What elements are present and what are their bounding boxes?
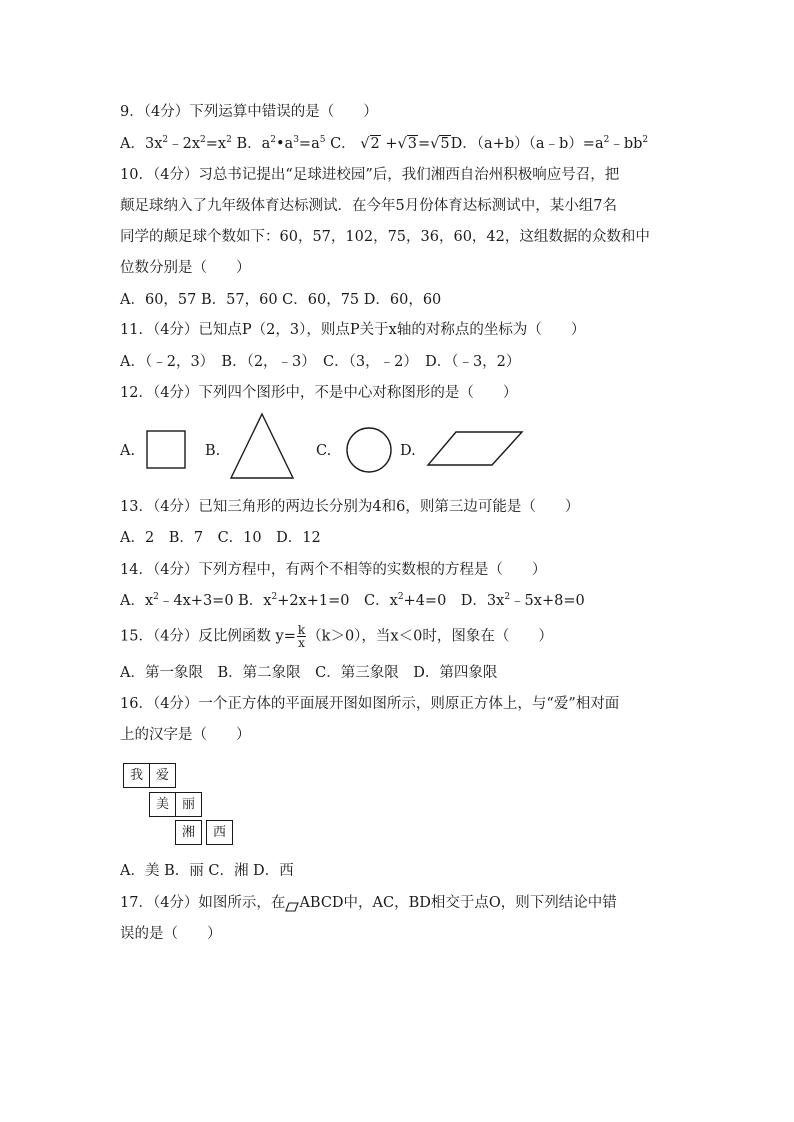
q17-line2: 误的是（ ）	[120, 926, 222, 942]
cube-cell-xi: 西	[206, 820, 233, 845]
q10-line1: 10．（4分）习总书记提出“足球进校园”后，我们湘西自治州积极响应号召，把	[120, 167, 620, 183]
q14-option-a: A．x	[120, 593, 154, 609]
q14-option-d-rest: ﹣5x+8=0	[510, 593, 585, 609]
parallelogram-symbol-icon	[285, 898, 299, 908]
q12-label-c: C.	[316, 443, 332, 459]
q17-line1-pre: 17．（4分）如图所示，在	[120, 895, 286, 911]
q16-line2: 上的汉字是（ ）	[120, 727, 251, 743]
q13-options: A．2 B．7 C．10 D．12	[120, 530, 321, 546]
q14-option-b-rest: +2x+1=0 C．x	[277, 593, 398, 609]
q15-stem-post: （k＞0），当x＜0时，图象在（ ）	[307, 628, 553, 645]
q10-line3: 同学的颠足球个数如下：60，57，102，75，36，60，42，这组数据的众数和中	[120, 229, 650, 245]
q11-options: A．（﹣2，3） B．（2，﹣3） C．（3，﹣2） D．（﹣3，2）	[120, 354, 521, 370]
q15-stem	[120, 624, 553, 649]
cube-cell-li: 丽	[175, 792, 202, 817]
fraction-numerator: k	[297, 623, 306, 637]
q10-line4: 位数分别是（ ）	[120, 260, 251, 276]
circle-icon	[345, 426, 395, 476]
q9-options: A．$3x^2﹣2x^2=x^2$ B．$a^2•a^3=a^5$ C． √2 +√3=√5D．$(a+b)(a﹣b)=a^2﹣bb^2$	[120, 135, 649, 152]
q11-stem: 11．（4分）已知点P（2，3），则点P关于x轴的对称点的坐标为（ ）	[120, 322, 586, 338]
q14-stem: 14．（4分）下列方程中，有两个不相等的实数根的方程是（ ）	[120, 562, 547, 578]
triangle-icon	[228, 412, 296, 480]
square-icon	[146, 430, 188, 470]
q9-option-a-label: A．	[120, 136, 145, 152]
cube-cell-ai: 爱	[149, 763, 176, 788]
q10-options: A．60，57 B．57，60 C．60，75 D．60，60	[120, 292, 442, 308]
q16-options: A．美 B．丽 C．湘 D．西	[120, 863, 294, 879]
cube-cell-mei: 美	[149, 792, 176, 817]
q15-stem-pre: 15．（4分）反比例函数 y=	[120, 628, 296, 645]
q15-options: A．第一象限 B．第二象限 C．第三象限 D．第四象限	[120, 665, 498, 681]
q12-label-b: B.	[205, 443, 221, 459]
q16-line1: 16．（4分）一个正方体的平面展开图如图所示，则原正方体上，与“爱”相对面	[120, 696, 620, 712]
q9-option-d-label: D．	[450, 136, 477, 152]
q13-stem: 13．（4分）已知三角形的两边长分别为4和6，则第三边可能是（ ）	[120, 499, 580, 515]
q9-option-d-text: （a+b）（a﹣b）=a	[476, 136, 604, 152]
q12-label-a: A.	[120, 443, 136, 459]
sqrt-5: √5	[430, 136, 450, 152]
q17-line1	[120, 893, 617, 913]
q12-label-d: D.	[400, 443, 416, 459]
q9-option-c-label: C．	[330, 136, 356, 152]
q17-line1-post: ABCD中，AC，BD相交于点O，则下列结论中错	[299, 895, 617, 911]
fraction-denominator: x	[298, 636, 305, 650]
q12-stem: 12．（4分）下列四个图形中，不是中心对称图形的是（ ）	[120, 385, 518, 401]
q14-options: A．$x^2﹣4x+3=0$ B．$x^2+2x+1=0$ C．$x^2+4=0$ D．$3x^2﹣5x+8=0$	[120, 592, 585, 609]
cube-cell-wo: 我	[123, 763, 150, 788]
q9-option-d-text-end: ﹣b	[609, 136, 634, 152]
sqrt-3: √3	[397, 136, 418, 152]
q14-option-a-rest: ﹣4x+3=0 B．x	[158, 593, 272, 609]
q14-option-c-rest: +4=0 D．3x	[403, 593, 505, 609]
q9-option-b-label: B．	[236, 136, 262, 152]
cube-cell-xiang: 湘	[175, 820, 202, 845]
q10-line2: 颠足球纳入了九年级体育达标测试．在今年5月份体育达标测试中，某小组7名	[120, 198, 617, 214]
q9-stem: 9．（4分）下列运算中错误的是（ ）	[120, 104, 378, 120]
fraction-k-over-x	[297, 624, 306, 649]
parallelogram-icon	[426, 430, 524, 468]
sqrt-2: √2	[360, 136, 380, 152]
